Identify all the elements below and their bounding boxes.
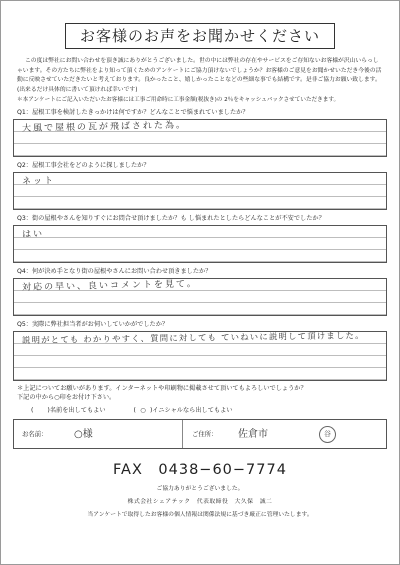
seal-stamp: 谷 [319, 426, 336, 443]
intro-text: この度は弊社にお問い合わせを頂き誠にありがとうございました。世の中には弊社の存在やサービスをご存知ないお客様が沢山いらっしゃいます。その方たちに弊社をより知って頂くためのアンケートにご協力頂けないでしょうか？お客様のご意見をお聞かせいただき今後の活動に反映させていただきたいと考えております。良かったこと、嬉しかったことなどの些細な事でも結構です。是非ご協力お願い致します。(出来るだけ具体的に書いて頂ければ幸いです) [17, 58, 382, 93]
choice-initials[interactable]: ( ○ )イニシャルなら出してもよい [133, 407, 233, 415]
publish-request: ＊上記についてお願いがあります。インターネットや印刷物に掲載させて頂いてもよろしいでしょうか？ [17, 385, 307, 393]
question-label: Q4：何が決め手となり街の屋根やさんにお問い合わせ頂きましたか？ [17, 268, 212, 276]
question-label: Q2：屋根工事会社をどのように探しましたか？ [17, 162, 150, 170]
question-label: Q3：街の屋根やさんを知りすぐにお問合せ頂けましたか？も し悩まれたとしたらどんなことが不安でしたか？ [17, 215, 325, 223]
handwritten-answer: 説明がとても わかりやすく、質問に対しても ていねいに説明して頂けました。 [21, 330, 365, 346]
divider [182, 420, 183, 448]
answer-box[interactable] [13, 278, 387, 316]
fax-number: FAX 0438−60−7774 [113, 462, 287, 479]
name-value[interactable]: ○様 [74, 429, 93, 441]
handwritten-answer: はい [21, 229, 45, 241]
question-3 [13, 215, 387, 263]
handwritten-answer: ネット [21, 176, 56, 188]
question-1 [13, 109, 387, 157]
handwritten-answer: 対応の早い、良いコメントを見て。 [21, 279, 198, 294]
choice-label: イニシャルなら出してもよい [152, 407, 233, 415]
question-5 [13, 321, 387, 381]
name-address-box [13, 419, 387, 449]
thanks-text: ご協力ありがとうございました。 [156, 486, 244, 493]
answer-box[interactable] [13, 225, 387, 263]
choice-mark: ○ [140, 407, 146, 415]
question-2 [13, 162, 387, 210]
handwritten-answer: 大風で屋根の瓦が飛ばされた為。 [21, 120, 188, 135]
answer-box[interactable] [13, 331, 387, 381]
name-label: お名前： [22, 430, 48, 439]
address-value[interactable]: 佐倉市 [238, 429, 268, 441]
answer-box[interactable] [13, 172, 387, 210]
address-label: ご住所： [192, 430, 218, 439]
question-label: Q5：実際に弊社担当者がお伺いしていかがでしたか？ [17, 321, 169, 329]
cashback-note: ＊本アンケートにご記入いただいたお客様には工事ご用命時に工事金額(税抜き)の 2％をキャッシュバックさせていただきます。 [17, 97, 340, 104]
question-label: Q1：屋根工事を検討したきっかけは何ですか？どんなことで悩まれていましたか？ [17, 109, 249, 117]
choice-label: 名前を出してもよい [49, 407, 106, 415]
privacy-notice: 当アンケートで取得したお客様の個人情報は関係法規に基づき厳正に管理いたします。 [87, 512, 313, 519]
title-wrap [13, 23, 387, 49]
company-name: 株式会社シェアテック 代表取締役 大久保 誠二 [127, 499, 273, 506]
publish-instruction: 下記の中から○印をお付け下さい。 [17, 393, 116, 401]
publish-choices [13, 405, 387, 414]
answer-box[interactable] [13, 119, 387, 157]
choice-full-name[interactable]: ( )名前を出してもよい [31, 407, 106, 415]
question-4 [13, 268, 387, 316]
form-title: お客様のお声をお聞かせください [65, 23, 335, 49]
